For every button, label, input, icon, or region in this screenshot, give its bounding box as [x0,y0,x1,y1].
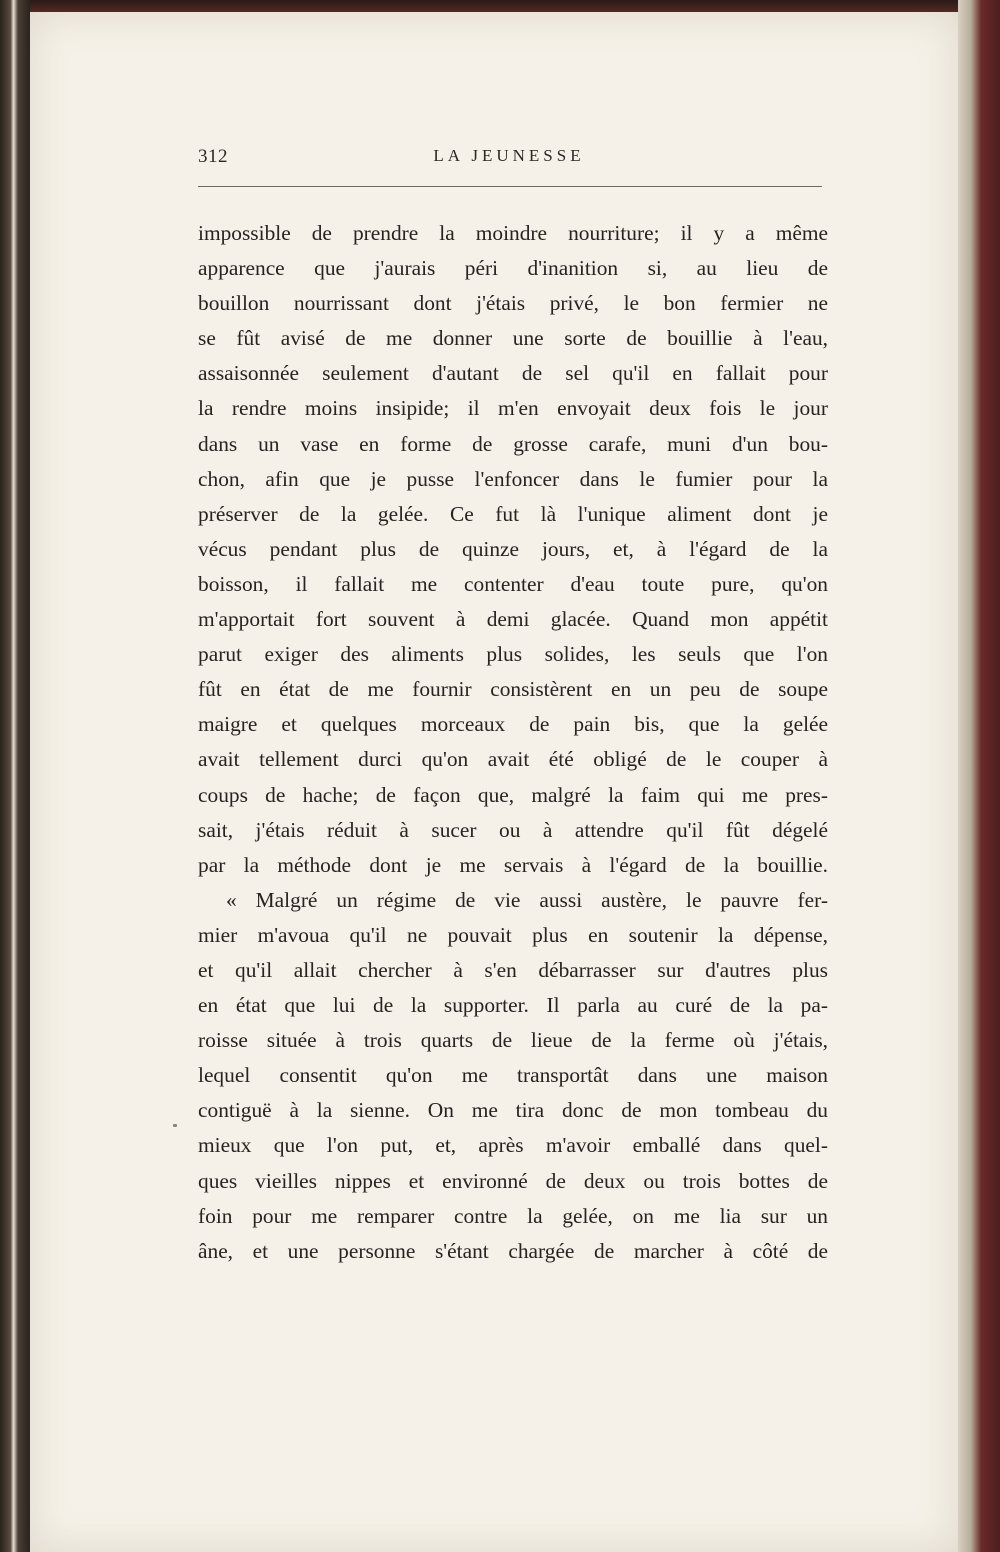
book-cover-right [958,0,1000,1552]
text-line: parut exiger des aliments plus solides, les seuls que l'on [198,642,828,667]
text-line: impossible de prendre la moindre nourriture; il y a même [198,221,828,245]
page-number: 312 [198,146,228,167]
text-line: mier m'avoua qu'il ne pouvait plus en soutenir la dépense, [198,922,828,947]
text-line: sait, j'étais réduit à sucer ou à attendre qu'il fût dégelé [198,817,828,842]
text-line: préserver de la gelée. Ce fut là l'unique aliment dont je [198,501,828,526]
header-rule [198,186,822,187]
text-line: assaisonnée seulement d'autant de sel qu'il en fallait pour [198,361,828,386]
running-title: LA JEUNESSE [433,146,585,165]
book-binding-left [0,0,30,1552]
text-line: contiguë à la sienne. On me tira donc de mon tombeau du [198,1098,828,1123]
page-header [198,146,820,176]
text-line: vécus pendant plus de quinze jours, et, à l'égard de la [198,536,828,561]
text-line: bouillon nourrissant dont j'étais privé, le bon fermier ne [198,291,828,316]
text-line: la rendre moins insipide; il m'en envoyait deux fois le jour [198,396,828,421]
text-line: chon, afin que je pusse l'enfoncer dans le fumier pour la [198,466,828,491]
text-line: et qu'il allait chercher à s'en débarrasser sur d'autres plus [198,957,828,982]
body-text [198,216,828,1269]
text-line: m'apportait fort souvent à demi glacée. Quand mon appétit [198,607,828,632]
text-line: dans un vase en forme de grosse carafe, muni d'un bou- [198,431,828,456]
text-line: foin pour me remparer contre la gelée, on me lia sur un [198,1203,828,1228]
text-line: coups de hache; de façon que, malgré la faim qui me pres- [198,782,828,807]
text-line: en état que lui de la supporter. Il parla au curé de la pa- [198,993,828,1018]
margin-mark [173,1124,177,1127]
text-line: ques vieilles nippes et environné de deux ou trois bottes de [198,1168,828,1193]
text-line: mieux que l'on put, et, après m'avoir emballé dans quel- [198,1133,828,1158]
text-line: par la méthode dont je me servais à l'égard de la bouillie. [198,852,828,877]
text-line: fût en état de me fournir consistèrent en un peu de soupe [198,677,828,702]
text-line: se fût avisé de me donner une sorte de bouillie à l'eau, [198,326,828,351]
text-line: âne, et une personne s'étant chargée de marcher à côté de [198,1238,828,1263]
text-line: apparence que j'aurais péri d'inanition si, au lieu de [198,256,828,281]
text-line: maigre et quelques morceaux de pain bis, que la gelée [198,712,828,737]
text-line: roisse située à trois quarts de lieue de la ferme où j'étais, [198,1028,828,1053]
text-line: lequel consentit qu'on me transportât dans une maison [198,1063,828,1088]
text-line: avait tellement durci qu'on avait été obligé de le couper à [198,747,828,772]
text-line-paragraph-start: « Malgré un régime de vie aussi austère, le pauvre fer- [226,887,828,912]
text-line: boisson, il fallait me contenter d'eau toute pure, qu'on [198,571,828,596]
